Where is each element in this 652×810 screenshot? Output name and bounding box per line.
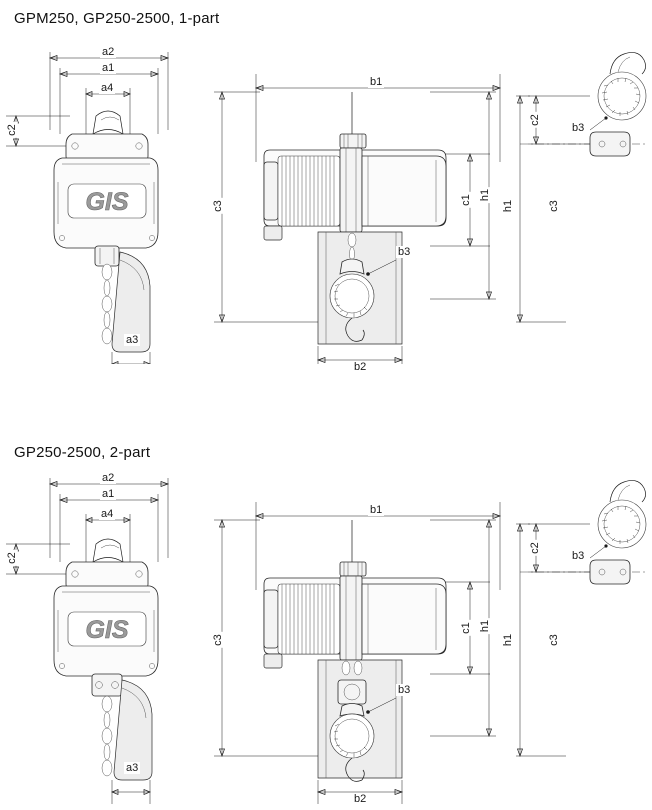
dim-a4: a4 bbox=[101, 82, 114, 94]
dim-b3-hook-2: b3 bbox=[572, 550, 585, 562]
dim-c2: c2 bbox=[528, 114, 541, 126]
dim-c3-hook-2: c3 bbox=[547, 634, 560, 646]
dim-b3: b3 bbox=[572, 122, 585, 134]
dim-b2-2: b2 bbox=[354, 793, 367, 805]
front-view bbox=[0, 34, 210, 364]
dim-h1-hook: h1 bbox=[502, 199, 515, 213]
dim-c3-2: c3 bbox=[211, 634, 224, 646]
drawing-panel-1-part bbox=[0, 34, 652, 394]
drawing-panel-2-part bbox=[0, 468, 652, 804]
dim-a1-2: a1 bbox=[102, 488, 115, 500]
dim-a3-2: a3 bbox=[126, 762, 139, 774]
front-view-2 bbox=[0, 468, 210, 804]
dim-b3-2: b3 bbox=[398, 684, 411, 696]
dim-b1: b1 bbox=[370, 76, 383, 88]
dim-c2-2: c2 bbox=[5, 552, 18, 564]
side-view-2 bbox=[200, 468, 510, 804]
dim-c2-hook-2: c2 bbox=[528, 542, 541, 554]
svg-text:GIS: GIS bbox=[85, 188, 129, 216]
dim-c2: c2 bbox=[5, 124, 18, 136]
dim-c1: c1 bbox=[459, 194, 472, 206]
section-title-1: GPM250, GP250-2500, 1-part bbox=[14, 10, 220, 27]
dim-c3: c3 bbox=[547, 200, 560, 212]
hook-detail-view bbox=[510, 34, 652, 364]
dim-a2: a2 bbox=[102, 46, 115, 58]
dim-h1-hook-2: h1 bbox=[502, 633, 515, 647]
dim-h1-2: h1 bbox=[479, 619, 492, 633]
section-title-2: GP250-2500, 2-part bbox=[14, 444, 151, 461]
dim-b1-2: b1 bbox=[370, 504, 383, 516]
dim-a4-2: a4 bbox=[101, 508, 114, 520]
dim-h1: h1 bbox=[479, 188, 492, 202]
dim-a2-2: a2 bbox=[102, 472, 115, 484]
dim-c1-2: c1 bbox=[459, 622, 472, 634]
hook-detail-view-2 bbox=[510, 468, 652, 804]
side-view bbox=[200, 34, 510, 373]
dim-a1: a1 bbox=[102, 62, 115, 74]
dim-c3: c3 bbox=[211, 200, 224, 212]
svg-text:GIS: GIS bbox=[85, 616, 129, 644]
dim-b3: b3 bbox=[398, 246, 411, 258]
dim-b2: b2 bbox=[354, 361, 367, 373]
dim-a3: a3 bbox=[126, 334, 139, 346]
